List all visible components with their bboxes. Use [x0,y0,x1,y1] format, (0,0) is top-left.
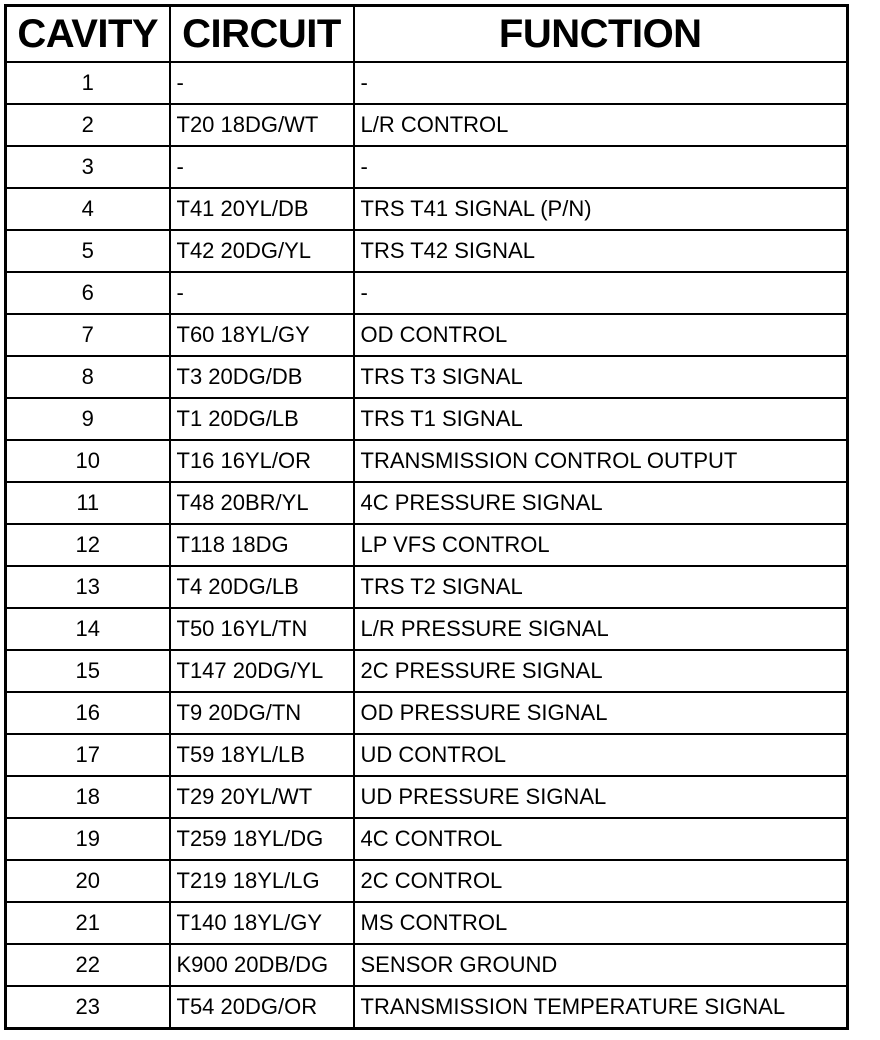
cavity-cell: 14 [6,608,170,650]
header-row [6,6,848,63]
cavity-cell: 21 [6,902,170,944]
table-row [6,188,848,230]
function-cell: TRS T41 SIGNAL (P/N) [354,188,848,230]
function-cell: UD PRESSURE SIGNAL [354,776,848,818]
cavity-cell: 10 [6,440,170,482]
circuit-column-header: CIRCUIT [170,6,354,63]
cavity-cell: 1 [6,62,170,104]
table-row [6,860,848,902]
circuit-cell: T54 20DG/OR [170,986,354,1029]
function-cell: OD CONTROL [354,314,848,356]
circuit-cell: T50 16YL/TN [170,608,354,650]
circuit-cell: T42 20DG/YL [170,230,354,272]
cavity-column-header: CAVITY [6,6,170,63]
table-row [6,734,848,776]
circuit-cell: T59 18YL/LB [170,734,354,776]
cavity-cell: 17 [6,734,170,776]
cavity-cell: 20 [6,860,170,902]
circuit-cell: K900 20DB/DG [170,944,354,986]
circuit-cell: T16 16YL/OR [170,440,354,482]
function-cell: UD CONTROL [354,734,848,776]
cavity-cell: 23 [6,986,170,1029]
table-row [6,902,848,944]
table-row [6,776,848,818]
table-row [6,356,848,398]
cavity-cell: 12 [6,524,170,566]
circuit-cell: T219 18YL/LG [170,860,354,902]
table-row [6,692,848,734]
function-cell: L/R PRESSURE SIGNAL [354,608,848,650]
function-cell: TRANSMISSION TEMPERATURE SIGNAL [354,986,848,1029]
cavity-cell: 15 [6,650,170,692]
cavity-cell: 6 [6,272,170,314]
connector-pinout-table [4,4,849,1030]
function-cell: MS CONTROL [354,902,848,944]
function-cell: L/R CONTROL [354,104,848,146]
table-row [6,650,848,692]
table-row [6,608,848,650]
circuit-cell: T3 20DG/DB [170,356,354,398]
cavity-cell: 2 [6,104,170,146]
function-cell: 2C CONTROL [354,860,848,902]
cavity-cell: 13 [6,566,170,608]
function-cell: 4C PRESSURE SIGNAL [354,482,848,524]
cavity-cell: 3 [6,146,170,188]
table-row [6,62,848,104]
function-cell: 2C PRESSURE SIGNAL [354,650,848,692]
circuit-cell: T259 18YL/DG [170,818,354,860]
function-cell: TRS T3 SIGNAL [354,356,848,398]
function-cell: LP VFS CONTROL [354,524,848,566]
circuit-cell: T1 20DG/LB [170,398,354,440]
table-row [6,272,848,314]
circuit-cell: - [170,62,354,104]
table-row [6,104,848,146]
table-row [6,818,848,860]
function-cell: OD PRESSURE SIGNAL [354,692,848,734]
circuit-cell: T60 18YL/GY [170,314,354,356]
cavity-cell: 7 [6,314,170,356]
circuit-cell: T20 18DG/WT [170,104,354,146]
cavity-cell: 18 [6,776,170,818]
circuit-cell: T147 20DG/YL [170,650,354,692]
function-cell: TRS T1 SIGNAL [354,398,848,440]
circuit-cell: T48 20BR/YL [170,482,354,524]
cavity-cell: 5 [6,230,170,272]
cavity-cell: 19 [6,818,170,860]
function-cell: 4C CONTROL [354,818,848,860]
circuit-cell: - [170,272,354,314]
table-row [6,482,848,524]
table-row [6,314,848,356]
table-body [6,62,848,1029]
circuit-cell: T41 20YL/DB [170,188,354,230]
table-row [6,944,848,986]
table-row [6,566,848,608]
circuit-cell: T118 18DG [170,524,354,566]
circuit-cell: - [170,146,354,188]
table-row [6,398,848,440]
table-row [6,986,848,1029]
circuit-cell: T29 20YL/WT [170,776,354,818]
cavity-cell: 22 [6,944,170,986]
table-row [6,440,848,482]
cavity-cell: 4 [6,188,170,230]
function-cell: SENSOR GROUND [354,944,848,986]
circuit-cell: T4 20DG/LB [170,566,354,608]
circuit-cell: T9 20DG/TN [170,692,354,734]
circuit-cell: T140 18YL/GY [170,902,354,944]
table-row [6,230,848,272]
cavity-cell: 8 [6,356,170,398]
cavity-cell: 11 [6,482,170,524]
function-cell: TRS T2 SIGNAL [354,566,848,608]
cavity-cell: 16 [6,692,170,734]
cavity-cell: 9 [6,398,170,440]
table-header [6,6,848,63]
table-row [6,146,848,188]
function-cell: TRS T42 SIGNAL [354,230,848,272]
function-cell: TRANSMISSION CONTROL OUTPUT [354,440,848,482]
table-row [6,524,848,566]
function-column-header: FUNCTION [354,6,848,63]
function-cell: - [354,272,848,314]
function-cell: - [354,62,848,104]
function-cell: - [354,146,848,188]
